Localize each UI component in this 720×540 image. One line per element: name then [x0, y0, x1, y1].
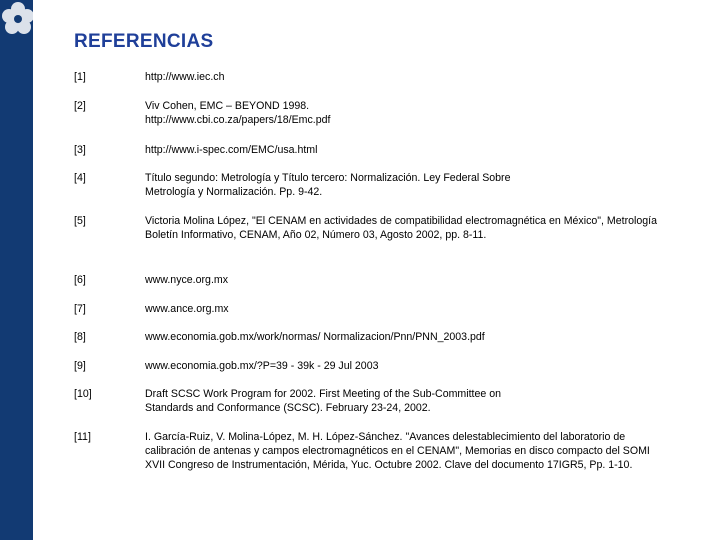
left-sidebar-bar [0, 0, 33, 540]
reference-text: http://www.iec.ch [145, 71, 225, 83]
reference-number: [2] [74, 100, 86, 112]
reference-text: www.economia.gob.mx/work/normas/ Normalizacion/Pnn/PNN_2003.pdf [145, 331, 485, 343]
reference-number: [6] [74, 274, 86, 286]
reference-number: [11] [74, 431, 91, 443]
reference-number: [8] [74, 331, 86, 343]
reference-number: [7] [74, 303, 86, 315]
page-title: REFERENCIAS [74, 31, 214, 52]
reference-text: www.ance.org.mx [145, 303, 229, 315]
reference-number: [4] [74, 172, 86, 184]
reference-text: http://www.i-spec.com/EMC/usa.html [145, 144, 318, 156]
reference-number: [3] [74, 144, 86, 156]
reference-text: Título segundo: Metrología y Título tercero: Normalización. Ley Federal Sobre Metrología y Normalización. Pp. 9-42. [145, 172, 511, 198]
reference-text: I. García-Ruiz, V. Molina-López, M. H. López-Sánchez. "Avances delestablecimiento del laboratorio de calibración de antenas y campos electromagnéticos en el CENAM", Memorias en disco compacto del SOMI XVII Congreso de Instrumentación, Mérida, Yuc. Octubre 2002. Clave del documento 17IGR5, Pp. 1-10. [145, 431, 650, 471]
reference-text: Victoria Molina López, "El CENAM en actividades de compatibilidad electromagnética en México", Metrología Boletín Informativo, CENAM, Año 02, Número 03, Agosto 2002, pp. 8-11. [145, 215, 657, 241]
reference-text: Viv Cohen, EMC – BEYOND 1998. http://www.cbi.co.za/papers/18/Emc.pdf [145, 100, 331, 126]
reference-text: www.economia.gob.mx/?P=39 - 39k - 29 Jul 2003 [145, 360, 379, 372]
reference-text: Draft SCSC Work Program for 2002. First Meeting of the Sub-Committee on Standards and Conformance (SCSC). February 23-24, 2002. [145, 388, 502, 414]
reference-number: [5] [74, 215, 86, 227]
flower-logo-icon [0, 0, 40, 40]
reference-number: [1] [74, 71, 86, 83]
reference-number: [9] [74, 360, 86, 372]
reference-number: [10] [74, 388, 92, 400]
reference-text: www.nyce.org.mx [145, 274, 229, 286]
